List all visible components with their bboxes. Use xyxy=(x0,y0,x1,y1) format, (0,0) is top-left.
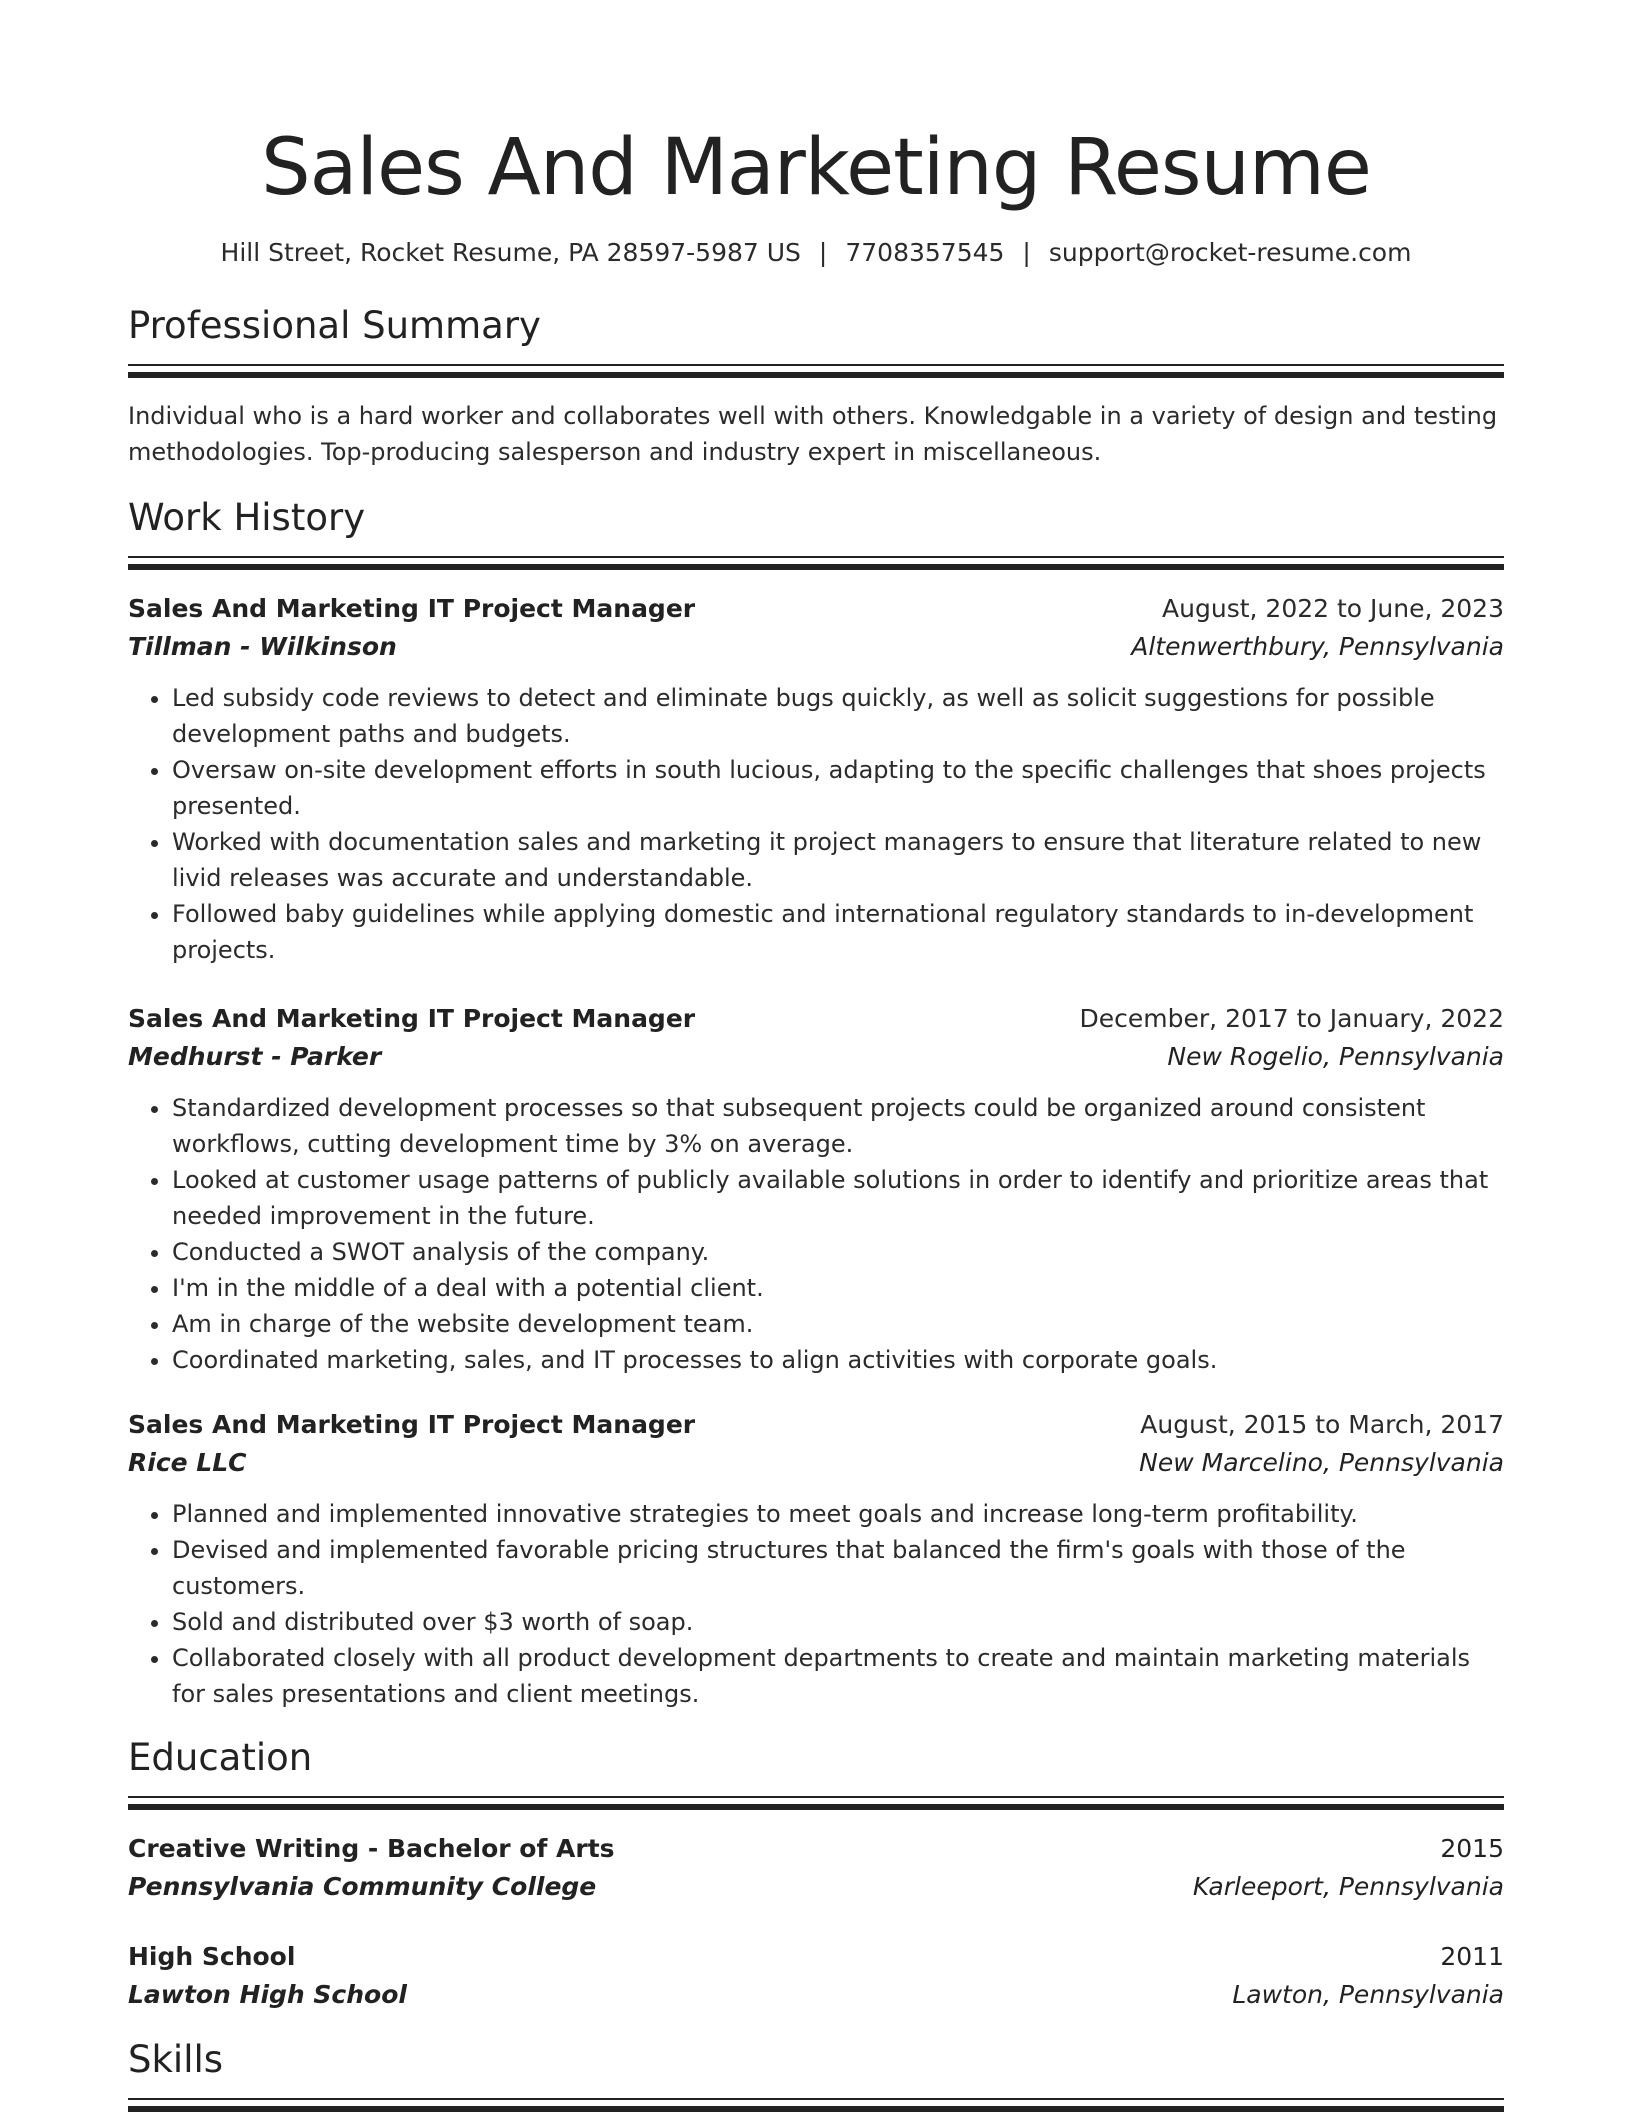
job-bullet: • Collaborated closely with all product development departments to create and maintain marketing materials for sales presentations and client meetings. xyxy=(172,1640,1504,1712)
job-bullet: • Conducted a SWOT analysis of the company. xyxy=(172,1234,1504,1270)
education-year: 2011 xyxy=(1440,1942,1504,1971)
education-degree: Creative Writing - Bachelor of Arts xyxy=(128,1834,615,1863)
contact-separator: | xyxy=(1022,238,1031,267)
job-bullets xyxy=(128,1496,1504,1712)
job-company: Rice LLC xyxy=(128,1448,247,1477)
job-bullet: • Coordinated marketing, sales, and IT processes to align activities with corporate goals. xyxy=(172,1342,1504,1378)
job-bullet: • Followed baby guidelines while applying domestic and international regulatory standards to in-development projects. xyxy=(172,896,1504,968)
job-bullet: • Standardized development processes so that subsequent projects could be organized around consistent workflows, cutting development time by 3% on average. xyxy=(172,1090,1504,1162)
job-dates: August, 2022 to June, 2023 xyxy=(1162,594,1504,623)
job-title: Sales And Marketing IT Project Manager xyxy=(128,1004,696,1033)
job-title: Sales And Marketing IT Project Manager xyxy=(128,1410,696,1439)
job-location: New Marcelino, Pennsylvania xyxy=(1139,1448,1504,1477)
job-bullet: • Worked with documentation sales and marketing it project managers to ensure that literature related to new livid releases was accurate and understandable. xyxy=(172,824,1504,896)
education-year: 2015 xyxy=(1440,1834,1504,1863)
education-entry xyxy=(128,1830,1504,1906)
education-school: Lawton High School xyxy=(128,1980,407,2009)
contact-email: support@rocket-resume.com xyxy=(1048,238,1412,267)
education-section xyxy=(128,1734,1504,2014)
education-location: Lawton, Pennsylvania xyxy=(1232,1980,1504,2009)
job-entry xyxy=(128,1406,1504,1712)
resume-page xyxy=(128,0,1504,2106)
job-bullet: • Led subsidy code reviews to detect and eliminate bugs quickly, as well as solicit suggestions for possible development paths and budgets. xyxy=(172,680,1504,752)
resume-title: Sales And Marketing Resume xyxy=(261,123,1371,213)
job-company: Medhurst - Parker xyxy=(128,1042,382,1071)
section-divider xyxy=(128,556,1504,564)
contact-phone: 7708357545 xyxy=(845,238,1005,267)
job-bullet: • Am in charge of the website development team. xyxy=(172,1306,1504,1342)
education-heading: Education xyxy=(128,1736,313,1779)
skills-section xyxy=(128,2036,1504,2106)
skills-heading: Skills xyxy=(128,2038,224,2081)
job-bullet: • Planned and implemented innovative strategies to meet goals and increase long-term profitability. xyxy=(172,1496,1504,1532)
job-dates: August, 2015 to March, 2017 xyxy=(1140,1410,1504,1439)
section-divider xyxy=(128,364,1504,372)
education-location: Karleeport, Pennsylvania xyxy=(1192,1872,1504,1901)
job-bullet: • Oversaw on-site development efforts in south lucious, adapting to the specific challenges that shoes projects presented. xyxy=(172,752,1504,824)
education-degree: High School xyxy=(128,1942,296,1971)
job-bullets xyxy=(128,1090,1504,1378)
contact-address: Hill Street, Rocket Resume, PA 28597-5987 US xyxy=(220,238,801,267)
contact-line xyxy=(128,236,1504,270)
job-bullets xyxy=(128,680,1504,968)
summary-text: Individual who is a hard worker and collaborates well with others. Knowledgable in a variety of design and testing methodologies. Top-producing salesperson and industry expert in miscellaneous. xyxy=(128,402,1498,466)
job-location: Altenwerthbury, Pennsylvania xyxy=(1131,632,1504,661)
summary-heading: Professional Summary xyxy=(128,304,541,347)
job-entry xyxy=(128,1000,1504,1378)
education-school: Pennsylvania Community College xyxy=(128,1872,597,1901)
job-entry xyxy=(128,590,1504,968)
job-bullet: • Looked at customer usage patterns of publicly available solutions in order to identify and prioritize areas that needed improvement in the future. xyxy=(172,1162,1504,1234)
job-dates: December, 2017 to January, 2022 xyxy=(1079,1004,1504,1033)
work-history-section xyxy=(128,494,1504,1712)
job-bullet: • I'm in the middle of a deal with a potential client. xyxy=(172,1270,1504,1306)
job-bullet: • Devised and implemented favorable pricing structures that balanced the firm's goals with those of the customers. xyxy=(172,1532,1504,1604)
job-company: Tillman - Wilkinson xyxy=(128,632,397,661)
section-divider xyxy=(128,1796,1504,1804)
contact-separator: | xyxy=(818,238,828,267)
job-title: Sales And Marketing IT Project Manager xyxy=(128,594,696,623)
job-bullet: • Sold and distributed over $3 worth of soap. xyxy=(172,1604,1504,1640)
summary-section xyxy=(128,302,1504,470)
job-location: New Rogelio, Pennsylvania xyxy=(1167,1042,1504,1071)
work-history-heading: Work History xyxy=(128,496,366,539)
education-entry xyxy=(128,1938,1504,2014)
section-divider xyxy=(128,2098,1504,2106)
